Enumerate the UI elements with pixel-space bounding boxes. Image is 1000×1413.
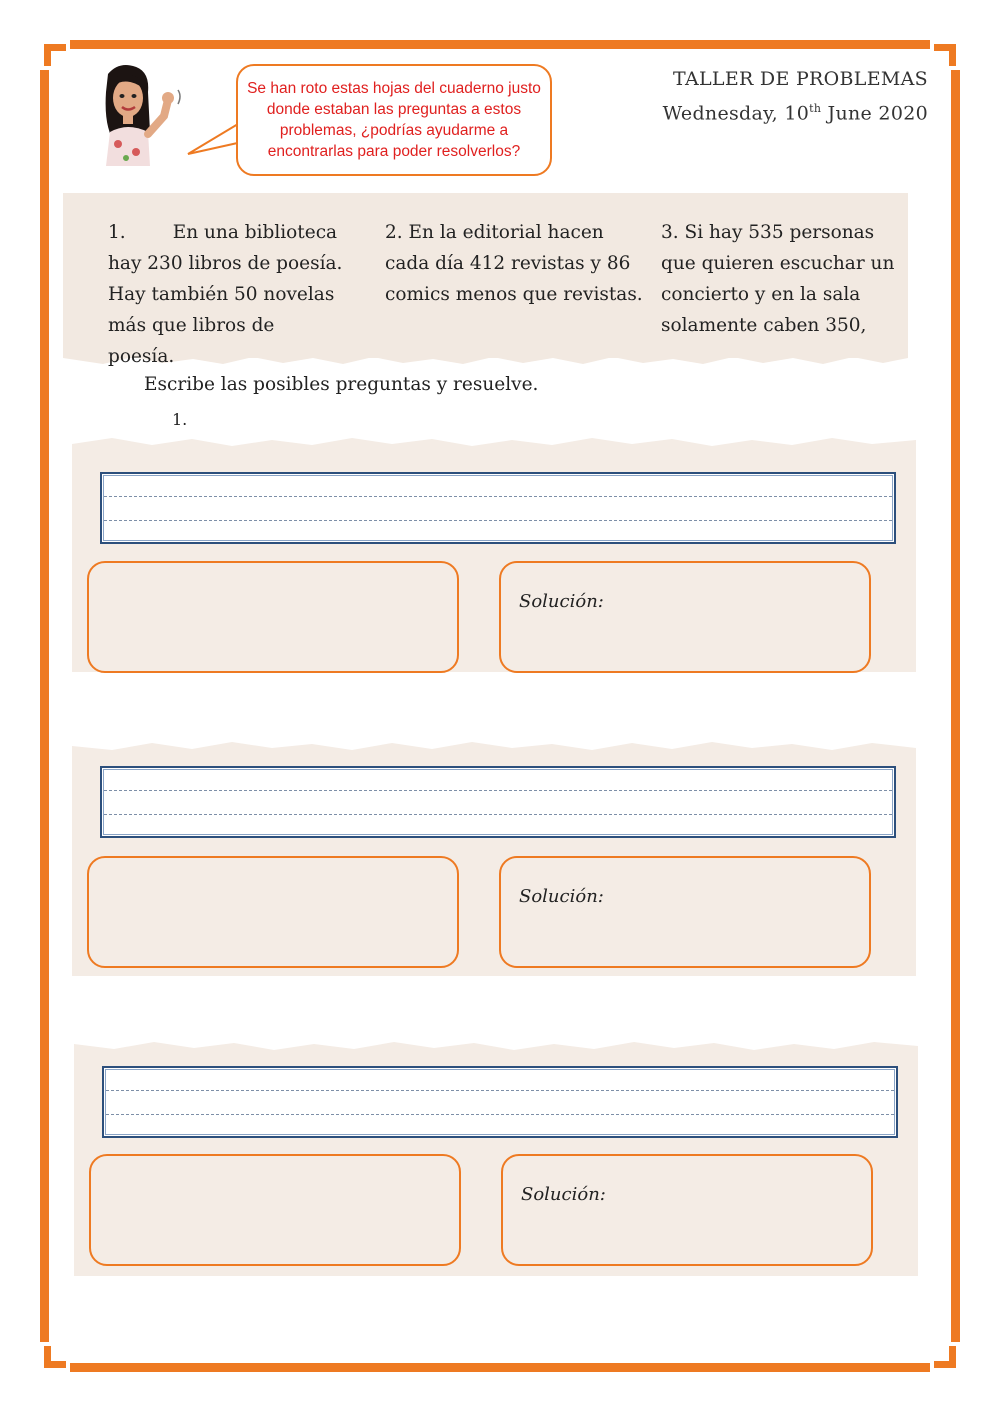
speech-bubble-text: Se han roto estas hojas del cuaderno justo donde estaban las preguntas a estos problemas, ¿podrías ayudarme a encontrarlas para poder resolverlos? xyxy=(247,80,541,160)
frame-right xyxy=(951,70,960,1342)
problem-2: 2. En la editorial hacen cada día 412 revistas y 86 comics menos que revistas. xyxy=(385,222,643,305)
worksheet-date: Wednesday, 10th June 2020 xyxy=(662,102,928,125)
worksheet-header xyxy=(663,64,928,128)
solution-box[interactable] xyxy=(499,856,871,968)
frame-corner xyxy=(934,44,956,66)
frame-bottom xyxy=(70,1363,930,1372)
solution-label: Solución: xyxy=(519,591,604,612)
problems-strip xyxy=(63,193,908,367)
frame-corner xyxy=(934,1346,956,1368)
question-writing-lines[interactable] xyxy=(100,766,896,838)
solution-box[interactable] xyxy=(499,561,871,673)
solution-label: Solución: xyxy=(519,886,604,907)
answer-block-2 xyxy=(72,750,916,976)
question-number: 1. xyxy=(172,410,188,429)
speech-bubble xyxy=(236,64,552,176)
question-writing-lines[interactable] xyxy=(100,472,896,544)
operation-box[interactable] xyxy=(87,561,459,673)
solution-label: Solución: xyxy=(521,1184,606,1205)
frame-left xyxy=(40,70,49,1342)
solution-box[interactable] xyxy=(501,1154,873,1266)
torn-edge xyxy=(72,740,916,754)
frame-corner xyxy=(44,1346,66,1368)
frame-top xyxy=(70,40,930,49)
answer-block-1 xyxy=(72,446,916,672)
problem-3: 3. Si hay 535 personas que quieren escuchar un concierto y en la sala solamente caben 350, xyxy=(661,222,895,336)
instructions: Escribe las posibles preguntas y resuelve. xyxy=(144,374,539,395)
teacher-avatar-icon xyxy=(78,62,188,166)
worksheet-title: TALLER DE PROBLEMAS xyxy=(673,68,928,90)
frame-corner xyxy=(44,44,66,66)
question-writing-lines[interactable] xyxy=(102,1066,898,1138)
operation-box[interactable] xyxy=(87,856,459,968)
answer-block-3 xyxy=(74,1050,918,1276)
problem-1: 1. En una biblioteca hay 230 libros de poesía. Hay también 50 novelas más que libros de poesía. xyxy=(108,222,349,367)
torn-edge xyxy=(74,1040,918,1054)
operation-box[interactable] xyxy=(89,1154,461,1266)
torn-edge xyxy=(72,436,916,450)
